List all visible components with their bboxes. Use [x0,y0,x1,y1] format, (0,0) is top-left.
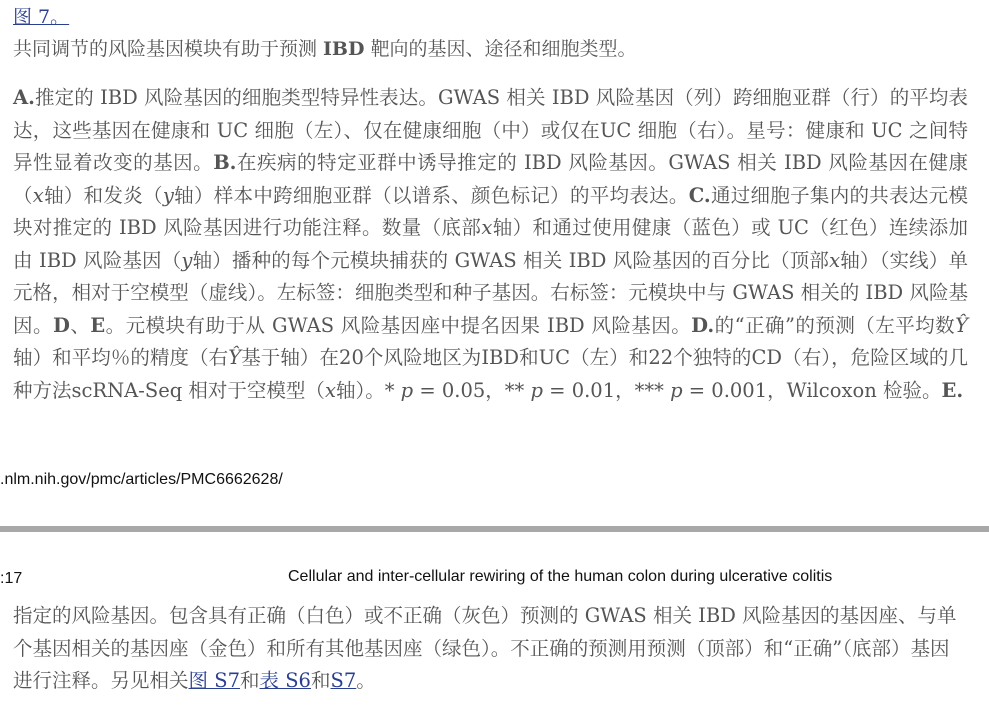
figure-link[interactable]: 图 7。 [13,6,70,28]
panel-a-label: A. [13,86,35,109]
table-s6-link[interactable]: 表 S6 [259,669,311,692]
figure-caption: A.推定的 IBD 风险基因的细胞类型特异性表达。GWAS 相关 IBD 风险基因（列）跨细胞亚群（行）的平均表达，这些基因在健康和 UC 细胞（左）、仅在健康细胞（中）或仅在UC 细胞（右）。星号：健康和 UC 之间特异性显着改变的基因。B.在疾病的特定亚群中诱导推定的 IBD 风险基因。GWAS 相关 IBD 风险基因在健康（x轴）和发炎（y轴）样本中跨细胞亚群（以谱系、颜色标记）的平均表达。C.通过细胞子集内的共表达元模块对推定的 IBD 风险基因进行功能注释。数量（底部x轴）和通过使用健康（蓝色）或 UC（红色）连续添加由 IBD 风险基因（y轴）播种的每个元模块捕获的 GWAS 相关 IBD 风险基因的百分比（顶部x轴）（实线）单元格，相对于空模型（虚线）。左标签：细胞类型和种子基因。右标签：元模块中与 GWAS 相关的 IBD 风险基因。D、E。元模块有助于从 GWAS 风险基因座中提名因果 IBD 风险基因。D.的“正确”的预测（左平均数Ŷ轴）和平均％的精度（右Ŷ基于轴）在20个风险地区为IBD和UC（左）和22个独特的CD（右），危险区域的几种方法scRNA-Seq 相对于空模型（x轴）。* p = 0.05，** p = 0.01，*** p = 0.001，Wilcoxon 检验。E. [13,86,968,402]
figure-s7-link[interactable]: 图 S7 [188,669,240,692]
panel-d-label: D [52,313,70,337]
panel-d-detail-label: D. [691,313,715,337]
panel-e-label: E [90,313,106,337]
panel-b-label: B. [213,151,237,174]
subtitle-bold: IBD [323,38,365,60]
page-divider [0,526,989,532]
panel-e-detail-label: E. [941,378,964,402]
running-title: Cellular and inter-cellular rewiring of the human colon during ulcerative colitis [288,568,833,585]
figure-subtitle: 共同调节的风险基因模块有助于预测 IBD 靶向的基因、途径和细胞类型。 [13,38,637,60]
panel-c-label: C. [688,183,711,207]
page-url: .nlm.nih.gov/pmc/articles/PMC6662628/ [0,471,283,488]
continued-caption: 指定的风险基因。包含具有正确（白色）或不正确（灰色）预测的 GWAS 相关 IBD 风险基因的基因座、与单个基因相关的基因座（金色）和所有其他基因座（绿色）。不正确的预测用预测（顶部）和“正确”（底部）基因进行注释。另见相关图 S7和表 S6和S7。 [13,604,957,692]
s7-link[interactable]: S7 [330,669,357,692]
page-number: :17 [0,570,23,587]
